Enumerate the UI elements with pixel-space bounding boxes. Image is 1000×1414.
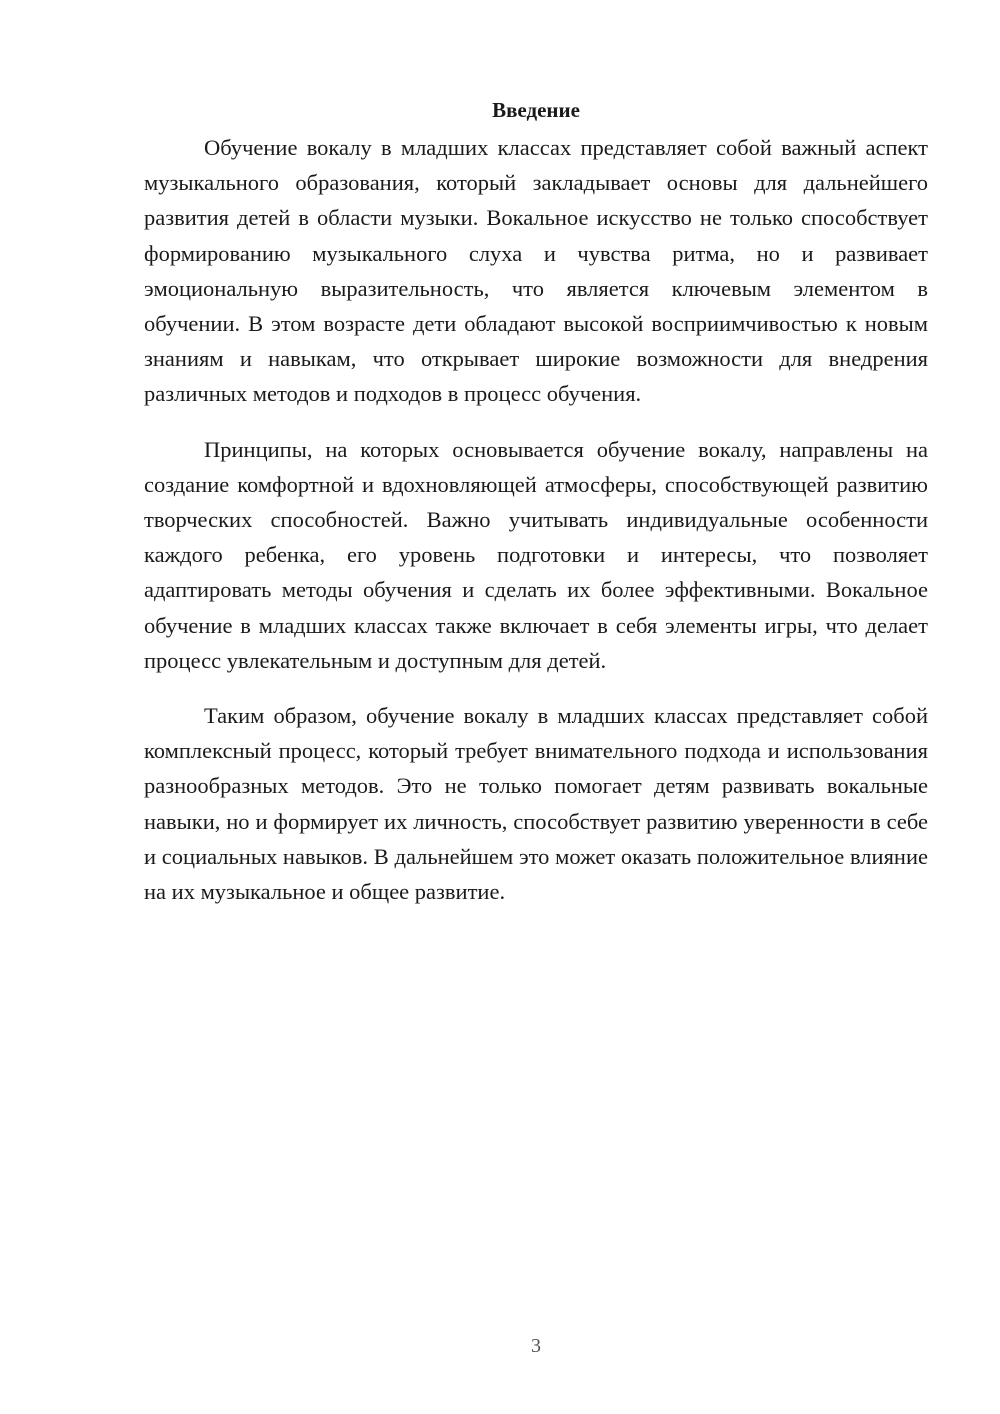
paragraph-1: Обучение вокалу в младших классах представляет собой важный аспект музыкального образования, который закладывает основы для дальнейшего развития детей в области музыки. Вокальное искусство не только способствует формированию музыкального слуха и чувства ритма, но и развивает эмоциональную выразительность, что является ключевым элементом в обучении. В этом возрасте дети обладают высокой восприимчивостью к новым знаниям и навыкам, что открывает широкие возможности для внедрения различных методов и подходов в процесс обучения.: [144, 135, 928, 407]
page-title: Введение: [492, 98, 580, 122]
page-content: [144, 96, 928, 929]
paragraph-3: Таким образом, обучение вокалу в младших классах представляет собой комплексный процесс, который требует внимательного подхода и использования разнообразных методов. Это не только помогает детям развивать вокальные навыки, но и формирует их личность, способствует развитию уверенности в себе и социальных навыков. В дальнейшем это может оказать положительное влияние на их музыкальное и общее развитие.: [144, 703, 928, 905]
paragraph-2: Принципы, на которых основывается обучение вокалу, направлены на создание комфортной и вдохновляющей атмосферы, способствующей развитию творческих способностей. Важно учитывать индивидуальные особенности каждого ребенка, его уровень подготовки и интересы, что позволяет адаптировать методы обучения и сделать их более эффективными. Вокальное обучение в младших классах также включает в себя элементы игры, что делает процесс увлекательным и доступным для детей.: [144, 436, 928, 673]
page-number: 3: [531, 1335, 541, 1357]
